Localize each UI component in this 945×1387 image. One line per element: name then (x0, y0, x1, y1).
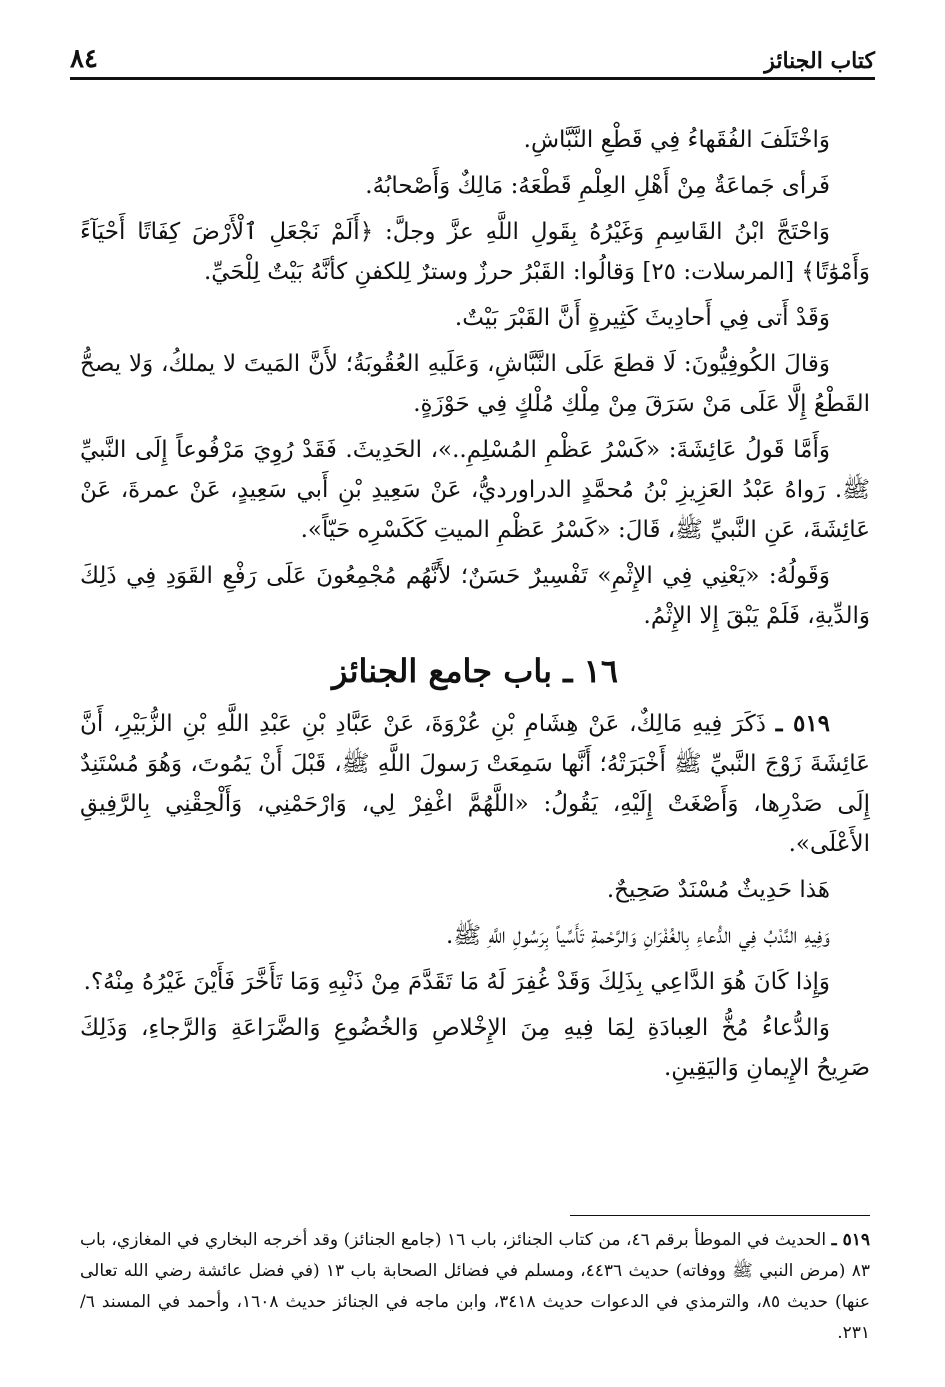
paragraph: وَقالَ الكُوفِيُّونَ: لَا قطعَ عَلَى النَّبَّاشِ، وَعَلَيهِ العُقُوبَةُ؛ لأَنَّ المَيتَ لا يملكُ، وَلا يصحُّ القَطْعُ إِلَّا عَلَى مَنْ سَرَقَ مِنْ مِلْكِ مُلْكٍ فِي حَوْزَةٍ. (80, 351, 870, 417)
paragraph: وَإِذا كَانَ هُوَ الدَّاعِي بِذَلِكَ وَقَدْ غُفِرَ لَهُ مَا تَقَدَّمَ مِنْ ذَنْبِهِ وَمَا تَأَخَّرَ فَأَيْنَ غَيْرُهُ مِنْهُ؟. (83, 969, 830, 995)
footnote-text: الحديث في الموطأ برقم ٤٦، من كتاب الجنائز، باب ١٦ (جامع الجنائز) وقد أخرجه البخاري في المغازي، باب ٨٣ (مرض النبي ﷺ ووفاته) حديث ٤٤٣٦، ومسلم في فضائل الصحابة باب ١٣ (في فضل عائشة رضي الله تعالى عنها) حديث ٨٥، والترمذي في الدعوات حديث ٣٤١٨، وابن ماجه في الجنائز حديث ١٦٠٨، وأحمد في المسند ٦/ ٢٣١. (80, 1230, 870, 1343)
header-title: كتاب الجنائز (754, 48, 875, 74)
hadith-number: ٥١٩ ـ (775, 710, 831, 737)
paragraph: وَالدُّعاءُ مُخُّ العِبادَةِ لِمَا فِيهِ مِنَ الإِخْلاصِ وَالخُضُوعِ وَالضَّرَاعَةِ وَالرَّجاءِ، وَذَلِكَ صَرِيحُ الإِيمانِ وَاليَقِينِ. (80, 1015, 870, 1081)
paragraph: وَاخْتَلَفَ الفُقَهاءُ فِي قَطْعِ النَّبَّاشِ. (523, 127, 830, 153)
paragraph: وَقَدْ أَتى فِي أَحادِيثَ كَثِيرةٍ أَنَّ القَبْرَ بَيْتٌ. (454, 305, 830, 331)
chapter-title: ١٦ ـ باب جامع الجنائز (331, 652, 619, 690)
hadith-text: ذَكَرَ فِيهِ مَالِكٌ، عَنْ هِشَامِ بْنِ عُرْوَةَ، عَنْ عَبَّادِ بْنِ عَبْدِ اللَّهِ بْنِ الزُّبَيْرِ، أَنَّ عَائِشَةَ زَوْجَ النَّبيِّ ﷺ أَخْبَرَتْهُ؛ أَنَّها سَمِعَتْ رَسولَ اللَّهِ ﷺ، قَبْلَ أَنْ يَمُوتَ، وَهُوَ مُسْتَنِدٌ إِلَى صَدْرِها، وَأَصْغَتْ إِلَيْهِ، يَقُولُ: «اللَّهُمَّ اغْفِرْ لِي، وَارْحَمْنِي، وَأَلْحِقْنِي بِالرَّفِيقِ الأَعْلَى». (80, 711, 870, 857)
footnote-number: ٥١٩ ـ (831, 1230, 870, 1250)
paragraph: فَرأى جَماعَةٌ مِنْ أَهْلِ العِلْمِ قَطْعَهُ: مَالِكٌ وَأَصْحابُهُ. (365, 173, 830, 199)
running-header (70, 40, 875, 80)
paragraph: وَاحْتَجَّ ابْنُ القَاسِمِ وَغَيْرُهُ بِقَولِ اللَّهِ عزَّ وجلَّ: ﴿أَلَمْ نَجْعَلِ ٱلْأَرْضَ كِفَاتًا أَحْيَآءً وَأَمْوَٰتًا﴾ [المرسلات: ٢٥] وَقالُوا: القَبْرُ حرزٌ وسترٌ لِلكفنِ كأنَّهُ بَيْتٌ لِلْحَيِّ. (80, 219, 870, 285)
hadith-paragraph (80, 704, 870, 864)
main-text (80, 120, 870, 1094)
page-number: ٨٤ (70, 44, 108, 74)
paragraph: وَفِيهِ النَّدْبُ فِي الدُّعاءِ بِالغُفْرَانِ وَالرَّحْمةِ تَأَسِّياً بِرَسُولِ اللَّهِ ﷺ. (446, 923, 830, 949)
paragraph: هَذا حَدِيثٌ مُسْنَدٌ صَحِيحٌ. (606, 877, 830, 903)
footnote (80, 1225, 870, 1349)
paragraph: وَأَمَّا قَولُ عَائِشَةَ: «كَسْرُ عَظْمِ المُسْلِمِ..»، الحَدِيثَ. فَقَدْ رُوِيَ مَرْفُوعاً إِلَى النَّبيِّ ﷺ. رَواهُ عَبْدُ العَزِيزِ بْنُ مُحمَّدٍ الدراورديُّ، عَنْ سَعِيدِ بْنِ أَبي سَعِيدٍ، عَنْ عمرةَ، عَنْ عَائِشَةَ، عَنِ النَّبيِّ ﷺ، قَالَ: «كَسْرُ عَظْمِ الميتِ كَكَسْرِه حَيّاً». (80, 437, 870, 543)
footnote-separator (570, 1215, 870, 1216)
header-rule (70, 77, 875, 80)
paragraph: وَقَولُهُ: «يَعْنِي فِي الإِثْمِ» تَفْسِيرٌ حَسَنٌ؛ لأَنَّهُم مُجْمِعُونَ عَلَى رَفْعِ القَوَدِ فِي ذَلِكَ وَالدِّيةِ، فَلَمْ يَبْقَ إِلا الإِثْمُ. (80, 563, 870, 629)
